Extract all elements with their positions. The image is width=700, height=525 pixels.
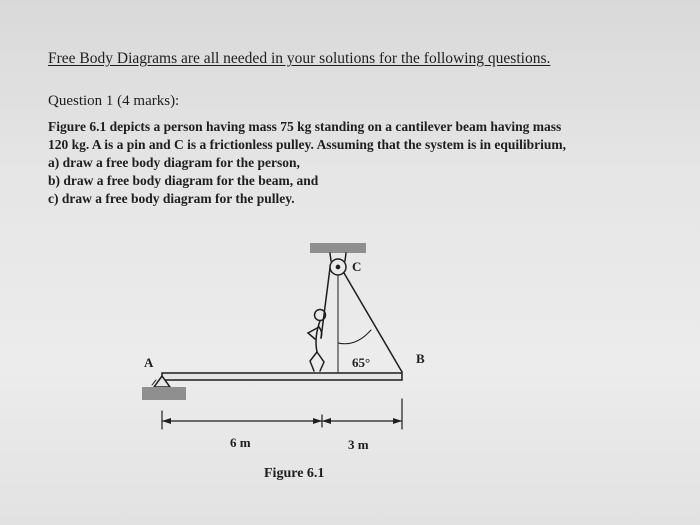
- ground-block: [142, 387, 186, 400]
- task-item-b: b) draw a free body diagram for the beam, and: [48, 173, 319, 188]
- task-list: [48, 154, 566, 208]
- task-item-a: a) draw a free body diagram for the person,: [48, 155, 300, 170]
- problem-statement: [48, 118, 566, 208]
- label-a: A: [144, 355, 154, 370]
- question-title: Question 1 (4 marks):: [48, 93, 180, 109]
- dimension-left-label: 6 m: [230, 435, 251, 450]
- label-c: C: [352, 259, 362, 274]
- figure-caption: Figure 6.1: [264, 466, 325, 481]
- rope-to-person: [321, 268, 330, 338]
- beam-diagram: [130, 235, 440, 490]
- problem-line: 120 kg. A is a pin and C is a frictionless pulley. Assuming that the system is in equilibrium,: [48, 137, 566, 152]
- problem-line: Figure 6.1 depicts a person having mass 75 kg standing on a cantilever beam having mass: [48, 119, 562, 134]
- cantilever-beam: [162, 373, 402, 380]
- angle-arc: [338, 330, 371, 344]
- instructions-heading: Free Body Diagrams are all needed in your solutions for the following questions.: [48, 50, 551, 67]
- label-b: B: [416, 351, 425, 366]
- dimension-right-label: 3 m: [348, 437, 369, 452]
- angle-label: 65°: [352, 355, 371, 370]
- pulley-mount-left: [330, 253, 331, 261]
- ceiling-support: [310, 243, 366, 253]
- figure-6-1: [130, 235, 440, 490]
- pulley-axle: [336, 265, 339, 268]
- task-item-c: c) draw a free body diagram for the pulley.: [48, 191, 295, 206]
- pulley-mount-right: [345, 253, 346, 261]
